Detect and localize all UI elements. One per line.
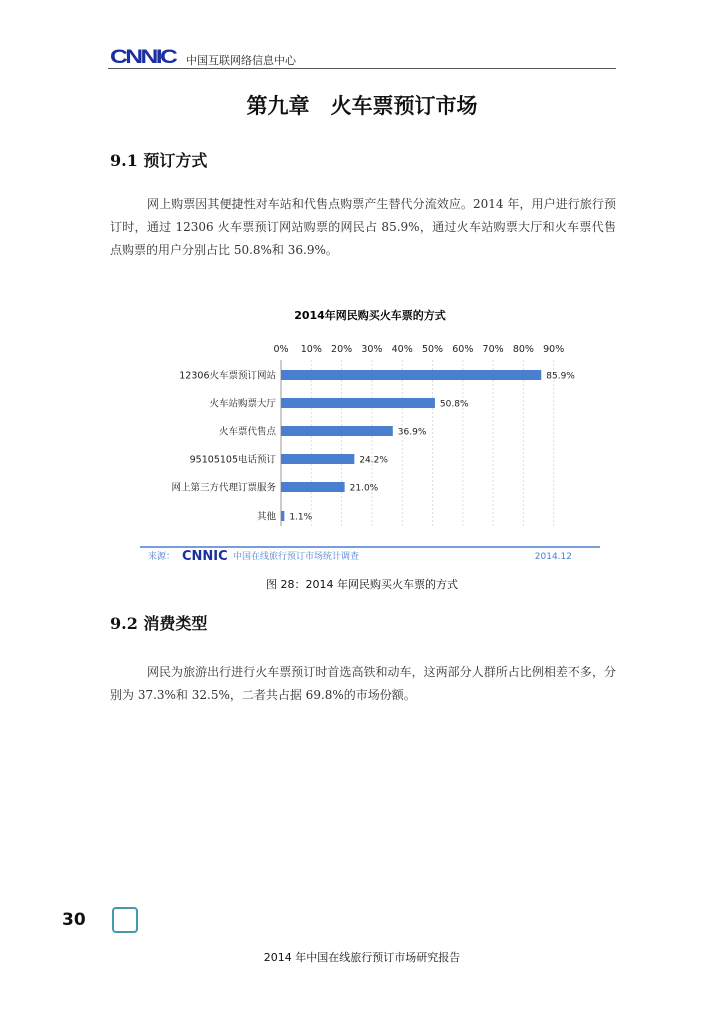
bar	[281, 370, 541, 380]
category-label: 12306火车票预订网站	[179, 370, 276, 382]
section-heading-2: 9.2 消费类型	[110, 614, 208, 633]
bar	[281, 398, 435, 408]
bar	[281, 426, 393, 436]
paragraph-2: 网民为旅游出行进行火车票预订时首选高铁和动车，这两部分人群所占比例相差不多，分别为 37.3%和 32.5%，二者共占据 69.8%的市场份额。	[110, 665, 616, 702]
data-label: 85.9%	[546, 371, 575, 382]
bar	[281, 454, 354, 464]
chart-title: 2014年网民购买火车票的方式	[294, 309, 446, 322]
header-divider	[108, 68, 616, 69]
page-footer: 2014 年中国在线旅行预订市场研究报告	[263, 951, 461, 964]
category-label: 网上第三方代理订票服务	[171, 482, 276, 494]
tick-label: 20%	[331, 344, 353, 355]
data-label: 24.2%	[359, 455, 388, 466]
bar	[281, 511, 284, 521]
tick-label: 30%	[361, 344, 383, 355]
tick-label: 10%	[300, 344, 322, 355]
tick-label: 40%	[391, 344, 413, 355]
category-label: 火车站购票大厅	[209, 398, 276, 410]
figure-caption: 图 28：2014 年网民购买火车票的方式	[266, 578, 458, 591]
bar	[281, 482, 345, 492]
page-number: 30	[62, 910, 86, 930]
cnnic-logo: CNNIC	[110, 47, 176, 68]
category-label: 其他	[256, 511, 276, 523]
data-label: 50.8%	[439, 399, 469, 410]
data-label: 1.1%	[289, 512, 313, 523]
tick-label: 70%	[482, 344, 504, 355]
tick-label: 60%	[452, 344, 474, 355]
data-label: 21.0%	[349, 483, 379, 494]
tick-label: 90%	[543, 344, 565, 355]
section-heading-1: 9.1 预订方式	[110, 151, 208, 170]
data-label: 36.9%	[397, 427, 427, 438]
tick-label: 50%	[421, 344, 444, 355]
tick-label: 80%	[512, 344, 534, 355]
source-label: 来源：	[148, 552, 176, 562]
source-date: 2014.12	[534, 552, 572, 562]
tick-label: 0%	[273, 344, 289, 355]
header-org: 中国互联网络信息中心	[186, 54, 296, 67]
source-text: 中国在线旅行预订市场统计调查	[233, 552, 360, 562]
chapter-title: 第九章 火车票预订市场	[246, 94, 478, 118]
category-label: 95105105电话预订	[189, 454, 276, 466]
source-logo: CNNIC	[182, 549, 228, 564]
paragraph-1: 网上购票因其便捷性对车站和代售点购票产生替代分流效应。2014 年，用户进行旅行预订时，通过 12306 火车票预订网站购票的网民占 85.9%，通过火车站购票大厅和火车票代售点购票的用户分别占比 50.8%和 36.9%。	[110, 197, 616, 257]
magnifier-icon	[112, 907, 138, 933]
category-label: 火车票代售点	[218, 426, 276, 438]
bar-chart	[140, 290, 600, 570]
